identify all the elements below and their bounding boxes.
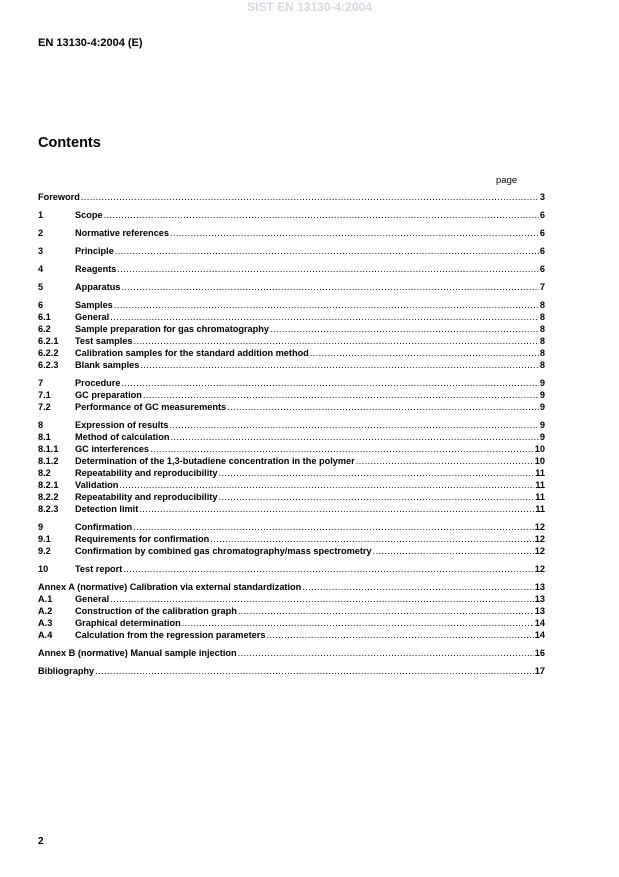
toc-leader (134, 336, 539, 346)
toc-entry[interactable] (38, 546, 545, 558)
toc-leader (115, 246, 539, 256)
page-number: 2 (38, 836, 44, 847)
toc-entry-title: Foreword (38, 192, 80, 202)
toc-leader (114, 300, 539, 310)
toc-entry[interactable] (38, 444, 545, 456)
toc-entry-title: Procedure (75, 378, 121, 388)
toc-leader (121, 378, 538, 388)
toc-entry-number: 8.2.1 (38, 480, 59, 490)
toc-entry-page: 3 (539, 192, 545, 202)
toc-leader (110, 312, 539, 322)
toc-leader (140, 360, 539, 370)
toc-entry[interactable] (38, 228, 545, 240)
toc-leader (169, 420, 538, 430)
toc-entry-number: A.4 (38, 630, 53, 640)
toc-entry-page: 6 (539, 246, 545, 256)
toc-entry-foreword[interactable] (38, 192, 545, 204)
toc-entry[interactable] (38, 324, 545, 336)
toc-entry[interactable] (38, 336, 545, 348)
toc-entry[interactable] (38, 456, 545, 468)
toc-entry-title: Repeatability and reproducibility (75, 492, 218, 502)
toc-leader (266, 630, 533, 640)
toc-entry-page: 11 (535, 480, 545, 490)
toc-entry-page: 8 (539, 300, 545, 310)
toc-entry-page: 6 (539, 264, 545, 274)
toc-leader (170, 432, 538, 442)
toc-entry-number: 6.2.2 (38, 348, 59, 358)
toc-entry-title: Confirmation (75, 522, 133, 532)
toc-entry[interactable] (38, 246, 545, 258)
toc-entry-page: 13 (534, 582, 545, 592)
toc-leader (227, 402, 539, 412)
toc-entry-title: Samples (75, 300, 113, 310)
toc-entry-title: Test samples (75, 336, 133, 346)
toc-leader (121, 282, 538, 292)
toc-entry-number: 8 (38, 420, 44, 430)
toc-entry-number: 6 (38, 300, 44, 310)
toc-entry-number: 4 (38, 264, 44, 274)
toc-entry-title: Construction of the calibration graph (75, 606, 237, 616)
toc-entry-page: 9 (539, 390, 545, 400)
toc-entry-page: 9 (539, 402, 545, 412)
toc-leader (95, 666, 534, 676)
toc-entry-page: 12 (534, 534, 545, 544)
toc-leader (310, 348, 539, 358)
toc-leader (150, 444, 534, 454)
toc-entry-title: Expression of results (75, 420, 169, 430)
toc-leader (117, 264, 539, 274)
toc-leader (119, 480, 534, 490)
toc-entry-page: 9 (539, 432, 545, 442)
toc-entry-annex-b[interactable] (38, 648, 545, 660)
toc-entry-title: Calculation from the regression parameters (75, 630, 266, 640)
toc-leader (218, 468, 534, 478)
toc-entry-number: A.1 (38, 594, 53, 604)
toc-entry[interactable] (38, 522, 545, 534)
toc-leader (218, 492, 534, 502)
toc-entry[interactable] (38, 402, 545, 414)
document-id: EN 13130-4:2004 (E) (38, 37, 143, 49)
table-of-contents (38, 192, 545, 678)
toc-entry-page: 12 (534, 546, 545, 556)
toc-entry-title: Requirements for confirmation (75, 534, 210, 544)
toc-entry-annex-a[interactable] (38, 582, 545, 594)
toc-entry[interactable] (38, 420, 545, 432)
toc-entry-title: General (75, 312, 110, 322)
toc-entry[interactable] (38, 210, 545, 222)
toc-leader (210, 534, 534, 544)
toc-entry-title: Blank samples (75, 360, 140, 370)
toc-entry-title: Performance of GC measurements (75, 402, 227, 412)
toc-entry-page: 6 (539, 228, 545, 238)
toc-entry-title: Reagents (75, 264, 117, 274)
toc-leader (238, 606, 534, 616)
toc-entry-page: 17 (534, 666, 545, 676)
toc-entry-title: Annex B (normative) Manual sample injection (38, 648, 237, 658)
toc-entry-page: 14 (534, 630, 545, 640)
toc-leader (302, 582, 534, 592)
toc-entry-page: 6 (539, 210, 545, 220)
toc-leader (238, 648, 534, 658)
toc-leader (170, 228, 539, 238)
toc-entry[interactable] (38, 492, 545, 504)
toc-leader (143, 390, 539, 400)
toc-entry-title: Confirmation by combined gas chromatography/mass spectrometry (75, 546, 372, 556)
watermark: SIST EN 13130-4:2004 (247, 0, 372, 14)
toc-entry-page: 8 (539, 336, 545, 346)
toc-entry-number: 9.2 (38, 546, 51, 556)
toc-entry-title: Principle (75, 246, 114, 256)
toc-entry-number: 6.2.3 (38, 360, 59, 370)
toc-entry-number: 10 (38, 564, 49, 574)
toc-entry-title: Sample preparation for gas chromatography (75, 324, 270, 334)
toc-entry-number: 3 (38, 246, 44, 256)
toc-entry-title: Scope (75, 210, 103, 220)
toc-entry-page: 8 (539, 360, 545, 370)
toc-entry-number: 8.2 (38, 468, 51, 478)
toc-entry-title: GC interferences (75, 444, 150, 454)
toc-entry[interactable] (38, 378, 545, 390)
toc-entry-number: 1 (38, 210, 44, 220)
toc-leader (81, 192, 539, 202)
contents-title: Contents (38, 135, 101, 151)
toc-entry-title: General (75, 594, 110, 604)
toc-entry-page: 11 (535, 468, 545, 478)
toc-leader (110, 594, 534, 604)
toc-entry[interactable] (38, 618, 545, 630)
toc-entry[interactable] (38, 300, 545, 312)
toc-leader (104, 210, 539, 220)
toc-entry-number: 7.2 (38, 402, 51, 412)
toc-entry-title: Normative references (75, 228, 169, 238)
toc-entry-page: 10 (534, 444, 545, 454)
toc-entry-bibliography[interactable] (38, 666, 545, 678)
toc-entry-page: 11 (535, 504, 545, 514)
toc-entry[interactable] (38, 480, 545, 492)
toc-entry-number: 8.2.3 (38, 504, 59, 514)
toc-entry-number: 2 (38, 228, 44, 238)
toc-entry-page: 12 (534, 522, 545, 532)
toc-entry-page: 13 (534, 606, 545, 616)
toc-entry-number: 7.1 (38, 390, 51, 400)
toc-entry[interactable] (38, 360, 545, 372)
toc-entry-number: 8.1.1 (38, 444, 59, 454)
toc-entry-page: 10 (534, 456, 545, 466)
toc-leader (123, 564, 533, 574)
toc-entry-title: Graphical determination (75, 618, 181, 628)
toc-entry-page: 8 (539, 348, 545, 358)
toc-entry-title: Validation (75, 480, 119, 490)
toc-leader (133, 522, 534, 532)
toc-entry-number: A.2 (38, 606, 53, 616)
toc-entry-page: 14 (534, 618, 545, 628)
toc-entry[interactable] (38, 594, 545, 606)
toc-entry-page: 13 (534, 594, 545, 604)
toc-entry[interactable] (38, 390, 545, 402)
toc-leader (270, 324, 539, 334)
toc-entry[interactable] (38, 504, 545, 516)
toc-entry-number: 8.1 (38, 432, 51, 442)
toc-entry[interactable] (38, 264, 545, 276)
toc-entry-page: 9 (539, 378, 545, 388)
toc-entry-number: 7 (38, 378, 44, 388)
toc-entry-number: 9 (38, 522, 44, 532)
toc-entry-page: 8 (539, 324, 545, 334)
toc-entry-title: Repeatability and reproducibility (75, 468, 218, 478)
toc-leader (373, 546, 534, 556)
toc-entry[interactable] (38, 564, 545, 576)
toc-entry[interactable] (38, 312, 545, 324)
toc-entry[interactable] (38, 432, 545, 444)
toc-entry-page: 12 (534, 564, 545, 574)
toc-entry[interactable] (38, 606, 545, 618)
toc-entry-page: 16 (534, 648, 545, 658)
toc-entry-number: 9.1 (38, 534, 51, 544)
toc-entry[interactable] (38, 630, 545, 642)
toc-entry-title: Annex A (normative) Calibration via external standardization (38, 582, 302, 592)
toc-leader (356, 456, 534, 466)
toc-entry[interactable] (38, 348, 545, 360)
toc-leader (182, 618, 534, 628)
toc-entry-title: Detection limit (75, 504, 139, 514)
page-column-label: page (496, 175, 518, 186)
toc-entry[interactable] (38, 534, 545, 546)
toc-entry-title: Determination of the 1,3-butadiene concentration in the polymer (75, 456, 355, 466)
toc-entry-page: 8 (539, 312, 545, 322)
toc-entry-number: A.3 (38, 618, 53, 628)
toc-entry-number: 6.1 (38, 312, 51, 322)
toc-entry-page: 11 (535, 492, 545, 502)
toc-entry-title: Method of calculation (75, 432, 170, 442)
toc-entry-title: Bibliography (38, 666, 95, 676)
toc-entry-number: 6.2 (38, 324, 51, 334)
toc-entry[interactable] (38, 468, 545, 480)
toc-entry-title: Test report (75, 564, 123, 574)
toc-entry-number: 8.2.2 (38, 492, 59, 502)
toc-leader (139, 504, 534, 514)
toc-entry-page: 9 (539, 420, 545, 430)
toc-entry-number: 6.2.1 (38, 336, 59, 346)
toc-entry-title: Calibration samples for the standard addition method (75, 348, 309, 358)
toc-entry-number: 5 (38, 282, 44, 292)
toc-entry[interactable] (38, 282, 545, 294)
toc-entry-page: 7 (539, 282, 545, 292)
toc-entry-title: Apparatus (75, 282, 121, 292)
toc-entry-number: 8.1.2 (38, 456, 59, 466)
toc-entry-title: GC preparation (75, 390, 142, 400)
